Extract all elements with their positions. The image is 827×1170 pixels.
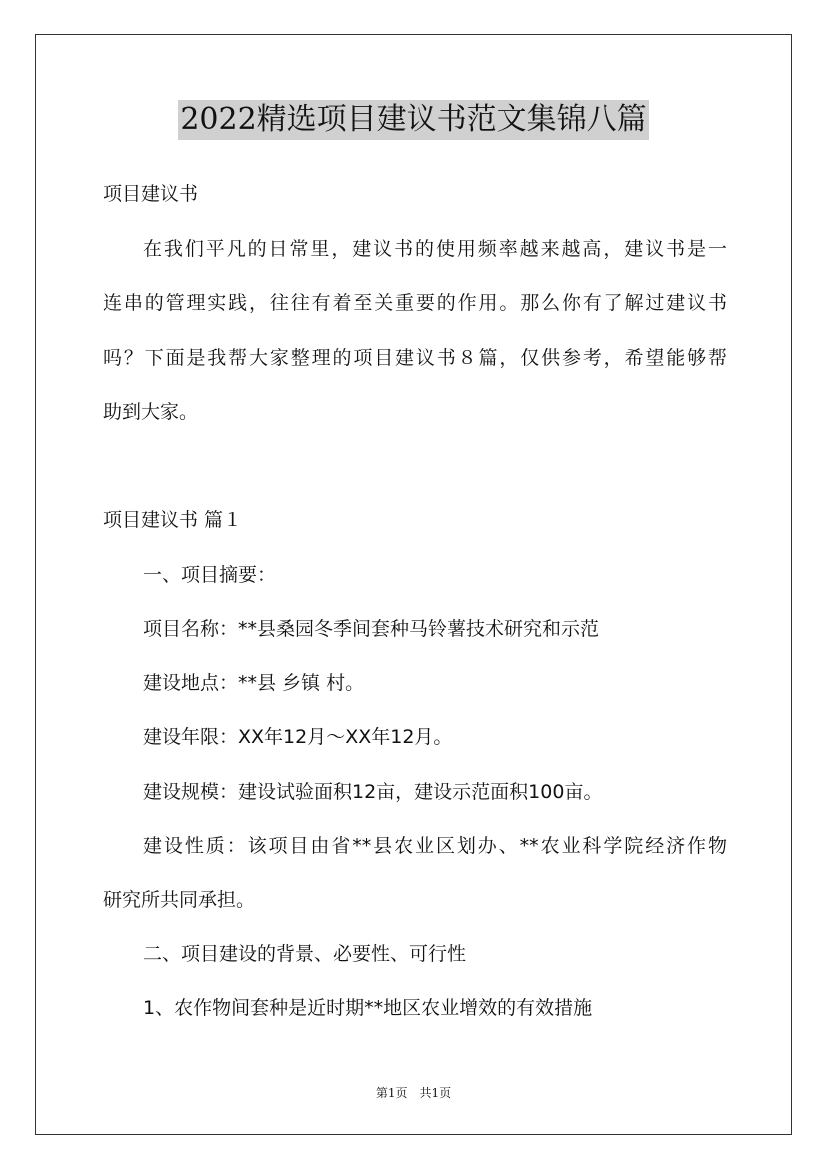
title-wrap (0, 100, 827, 140)
intro-line-2: 连串的管理实践，往往有着至关重要的作用。那么你有了解过建议书 (103, 292, 727, 314)
project-nature-line-2: 研究所共同承担。 (103, 889, 256, 911)
intro-line-3: 吗？下面是我帮大家整理的项目建议书８篇，仅供参考，希望能够帮 (103, 347, 727, 369)
project-period: 建设年限：XX年12月～XX年12月。 (143, 726, 453, 748)
project-scale: 建设规模：建设试验面积12亩，建设示范面积100亩。 (143, 781, 603, 803)
project-location: 建设地点：**县 乡镇 村。 (143, 672, 365, 694)
section-background: 二、项目建设的背景、必要性、可行性 (143, 943, 467, 965)
heading-part-1: 项目建议书 篇１ (103, 509, 243, 531)
intro-line-1: 在我们平凡的日常里，建议书的使用频率越来越高，建议书是一 (143, 238, 727, 260)
section-summary: 一、项目摘要： (143, 564, 277, 586)
subsection-1: 1、农作物间套种是近时期**地区农业增效的有效措施 (143, 997, 593, 1019)
project-name: 项目名称：**县桑园冬季间套种马铃薯技术研究和示范 (143, 618, 600, 640)
project-nature-line-1: 建设性质：该项目由省**县农业区划办、**农业科学院经济作物 (143, 835, 727, 857)
page-footer: 第1页 共1页 (375, 1086, 452, 1100)
document-title: 2022精选项目建议书范文集锦八篇 (178, 100, 648, 140)
intro-line-4: 助到大家。 (103, 401, 199, 423)
heading-project-proposal: 项目建议书 (103, 183, 199, 205)
